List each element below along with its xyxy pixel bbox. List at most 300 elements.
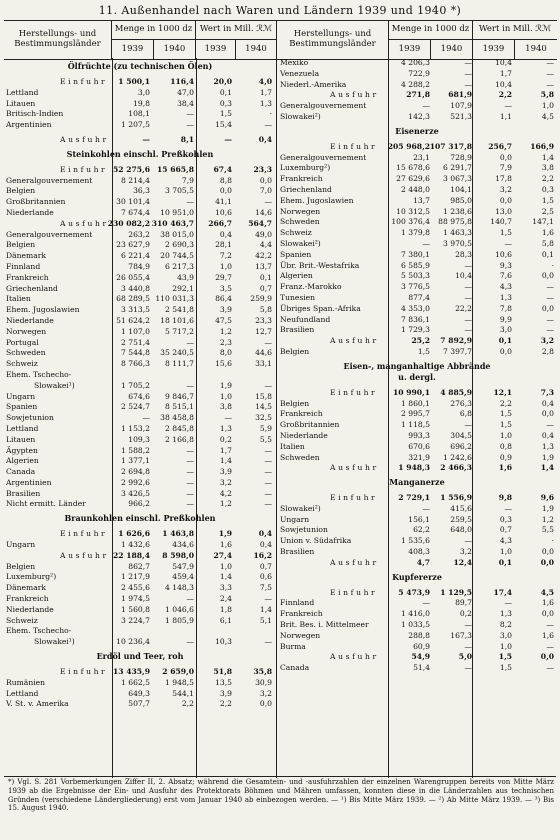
row-label: Franz.-Marokko [280, 282, 342, 292]
qty-1940: 2 690,3 [165, 240, 194, 250]
value-1939: 1,3 [499, 292, 512, 302]
qty-1939: 109,3 [128, 434, 150, 444]
qty-1940: 696,2 [450, 441, 472, 451]
row-label: Einfuhr [60, 529, 108, 539]
qty-year-1940: 1940 [431, 40, 473, 59]
table-row [4, 88, 276, 99]
qty-1940: 89,7 [455, 598, 472, 608]
value-1940: — [546, 641, 554, 651]
value-1940: 13,7 [255, 261, 272, 271]
value-1939: 2,4 [219, 594, 232, 604]
table-row [4, 240, 276, 251]
value-1939: 0,1 [219, 87, 232, 97]
table-header-right [276, 20, 557, 60]
table-row [278, 163, 556, 174]
value-1940: 5,8 [540, 90, 554, 100]
value-1939: 6,1 [219, 615, 232, 625]
qty-1940: 7 397,7 [443, 346, 472, 356]
value-1939: 1,5 [498, 652, 512, 662]
table-row [4, 208, 276, 219]
row-label: Belgien [6, 561, 36, 571]
qty-1939: 4 288,2 [401, 79, 430, 89]
flow-total-row [278, 463, 556, 474]
row-label: Generalgouvernement [280, 101, 367, 111]
qty-1940: 116,4 [170, 77, 194, 86]
flow-total-row [278, 90, 556, 101]
row-label: Belgien [6, 186, 36, 196]
row-label: Ausfuhr [330, 652, 379, 662]
row-label: Finnland [280, 598, 315, 608]
value-1940: 1,6 [541, 630, 554, 640]
table-row [4, 456, 276, 467]
qty-1940: 6 217,3 [165, 261, 194, 271]
value-1940: 23,3 [255, 315, 272, 325]
value-1939: 0,3 [499, 514, 512, 524]
qty-year-1939: 1939 [112, 40, 154, 59]
value-1939: 3,5 [219, 283, 232, 293]
value-1940: — [546, 292, 554, 302]
row-label: Slowakei²) [280, 238, 321, 248]
qty-1939: 100 376,4 [391, 217, 430, 227]
value-1939: 1,5 [499, 228, 512, 238]
row-label: Übr. Brit.-Westafrika [280, 260, 360, 270]
table-row [4, 678, 276, 689]
value-1940: 4,5 [541, 111, 554, 121]
value-1939: 1,2 [219, 326, 232, 336]
value-1939: 2,3 [219, 337, 232, 347]
qty-1939: 966,2 [128, 499, 150, 509]
row-label: Litauen [6, 98, 36, 108]
table-row [4, 562, 276, 573]
row-label: Einfuhr [330, 141, 378, 151]
value-1939: 4,3 [499, 536, 512, 546]
table-row [278, 112, 556, 123]
value-1939: 1,5 [499, 420, 512, 430]
row-label: Brasilien [280, 325, 315, 335]
row-label: Frankreich [6, 272, 49, 282]
row-label: Mexiko [280, 58, 309, 67]
value-1939: 10,6 [215, 207, 232, 217]
flow-total-row [4, 77, 276, 88]
qty-1939: 108,1 [128, 109, 150, 119]
row-label: Britisch-Indien [6, 109, 64, 119]
value-1939: — [504, 503, 512, 513]
value-1940: 1,9 [541, 452, 554, 462]
table-row [278, 261, 556, 272]
qty-1940: — [464, 260, 472, 270]
row-label: Einfuhr [60, 77, 108, 86]
table-left [4, 58, 276, 710]
table-row [4, 594, 276, 605]
row-label: Ausfuhr [330, 557, 379, 567]
row-label: Einfuhr [60, 164, 108, 174]
qty-1940: 20 744,5 [160, 251, 194, 261]
row-label: Finnland [6, 261, 41, 271]
value-1940: · [551, 536, 554, 546]
table-row [4, 273, 276, 284]
table-row [278, 442, 556, 453]
qty-1940: 167,3 [450, 630, 472, 640]
value-1939: 0,0 [219, 186, 232, 196]
qty-1939: 4 353,0 [401, 303, 430, 313]
row-label: Italien [280, 441, 305, 451]
value-1939: 1,6 [498, 463, 512, 473]
qty-1939: 13,7 [413, 195, 430, 205]
qty-1940: 110 031,3 [155, 294, 194, 304]
qty-1940: 2 541,8 [165, 305, 194, 315]
qty-1939: — [142, 413, 150, 423]
value-1939: 1,1 [499, 111, 512, 121]
qty-1940: 728,9 [450, 152, 472, 162]
qty-1939: — [422, 238, 430, 248]
row-label: Generalgouvernement [280, 152, 367, 162]
flow-total-row [278, 588, 556, 599]
qty-header: Menge in 1000 dz [112, 21, 196, 40]
qty-1939: — [422, 101, 430, 111]
section-heading: Manganerze [389, 477, 445, 488]
country-header: Herstellungs- und Bestimmungsländer [277, 21, 389, 59]
flow-total-row [4, 219, 276, 230]
value-1939: 0,1 [498, 557, 512, 567]
value-header: Wert in Mill. ℛℳ [196, 21, 276, 40]
qty-1940: 28,3 [455, 249, 472, 259]
row-label: Schweiz [280, 228, 312, 238]
table-row [278, 620, 556, 631]
value-1940: 7,3 [540, 387, 554, 397]
qty-1940: 2,2 [181, 699, 194, 709]
table-row [4, 359, 276, 370]
table-row [4, 284, 276, 295]
row-label: Venezuela [280, 68, 320, 78]
value-1939: 266,7 [208, 218, 232, 228]
qty-1939: 1 379,8 [401, 228, 430, 238]
table-row [4, 605, 276, 616]
row-label: Ehem. Tschecho- [6, 369, 72, 379]
qty-1939: 26 055,4 [116, 272, 150, 282]
row-label: Luxemburg²) [6, 572, 57, 582]
table-row [278, 325, 556, 336]
table-right [278, 58, 556, 674]
table-row [278, 453, 556, 464]
value-1939: 1,5 [219, 109, 232, 119]
value-1940: 147,1 [532, 217, 554, 227]
qty-1939: 51 624,2 [116, 315, 150, 325]
value-1939: 3,8 [219, 402, 232, 412]
qty-1939: 19,8 [133, 98, 150, 108]
table-row [278, 293, 556, 304]
table-row [278, 271, 556, 282]
value-1940: 0,3 [541, 184, 554, 194]
qty-1940: 681,9 [448, 90, 472, 100]
qty-1940: 107 317,8 [429, 141, 472, 151]
table-row [278, 304, 556, 315]
qty-1939: 321,9 [408, 452, 430, 462]
flow-total-row [4, 135, 276, 146]
qty-1940: 459,4 [172, 572, 194, 582]
qty-1939: — [142, 134, 150, 144]
table-row [278, 663, 556, 674]
qty-1939: 3 224,7 [121, 615, 150, 625]
table-row [4, 446, 276, 457]
row-label: Griechenland [6, 283, 58, 293]
row-label: Slowakei²) [280, 111, 321, 121]
table-row [278, 196, 556, 207]
qty-1939: 877,4 [408, 292, 430, 302]
qty-1940: 5 717,2 [165, 326, 194, 336]
qty-1940: 0,2 [459, 609, 472, 619]
value-1940: 4,5 [540, 587, 554, 597]
qty-1940: — [186, 445, 194, 455]
row-label: Ehem. Jugoslawien [6, 305, 80, 315]
value-1939: 3,3 [219, 583, 232, 593]
qty-1939: 205 968,2 [387, 141, 430, 151]
qty-1940: 7,9 [181, 175, 194, 185]
row-label: Brasilien [6, 488, 41, 498]
qty-1940: 1 556,9 [440, 493, 472, 503]
row-label: Spanien [6, 402, 38, 412]
flow-total-row [278, 142, 556, 153]
value-1939: — [224, 134, 232, 144]
table-row [4, 424, 276, 435]
flow-total-row [278, 493, 556, 504]
qty-1939: 4,7 [416, 557, 430, 567]
qty-1939: 62,2 [413, 525, 430, 535]
qty-1940: 1 242,6 [443, 452, 472, 462]
qty-1940: 2 466,3 [440, 463, 472, 473]
qty-1939: 10 236,4 [116, 637, 150, 647]
qty-1940: 310 463,7 [151, 218, 194, 228]
row-label: Belgien [6, 240, 36, 250]
value-1939: 0,0 [499, 152, 512, 162]
value-1939: 1,3 [219, 423, 232, 433]
qty-1940: 1 463,8 [162, 529, 194, 539]
table-row [4, 327, 276, 338]
qty-1939: 2 694,8 [121, 467, 150, 477]
value-1939: 1,6 [219, 540, 232, 550]
flow-total-row [4, 667, 276, 678]
value-1940: 4,0 [258, 77, 272, 86]
qty-1939: 15 678,6 [396, 163, 430, 173]
qty-1939: 4 206,3 [401, 58, 430, 67]
row-label: Lettland [6, 87, 39, 97]
value-1940: 14,5 [255, 402, 272, 412]
value-1939: 28,1 [215, 240, 232, 250]
qty-1940: 4 885,9 [440, 387, 472, 397]
qty-1940: 38,4 [177, 98, 194, 108]
value-1940: 1,9 [541, 503, 554, 513]
value-1939: 9,8 [498, 493, 512, 503]
qty-1940: 3 067,3 [443, 174, 472, 184]
qty-1940: — [186, 337, 194, 347]
row-label: Niederlande [6, 604, 54, 614]
table-row [278, 174, 556, 185]
qty-1940: 8 598,0 [162, 550, 194, 560]
row-label: Ehem. Jugoslawien [280, 195, 354, 205]
value-1939: 1,5 [499, 663, 512, 673]
qty-1940: — [464, 282, 472, 292]
qty-1939: 674,6 [128, 391, 150, 401]
value-1940: 5,1 [259, 615, 272, 625]
value-1940: — [546, 79, 554, 89]
table-header-left [4, 20, 276, 60]
qty-1939: 142,3 [408, 111, 430, 121]
value-1939: 1,7 [499, 68, 512, 78]
value-1940: 0,0 [259, 175, 272, 185]
row-label: Großbritannien [280, 420, 340, 430]
qty-1939: 1 432,6 [121, 540, 150, 550]
qty-1939: 2 995,7 [401, 409, 430, 419]
qty-year-1939: 1939 [389, 40, 431, 59]
value-1940: 3,8 [541, 163, 554, 173]
qty-1939: 2 524,7 [121, 402, 150, 412]
value-1940: 4,4 [259, 240, 272, 250]
table-row [278, 631, 556, 642]
value-1939: 0,0 [499, 195, 512, 205]
qty-1940: 35 240,5 [160, 348, 194, 358]
qty-1940: 38 015,0 [160, 229, 194, 239]
table-row [4, 348, 276, 359]
value-1940: — [546, 420, 554, 430]
row-label: Nicht ermitt. Länder [6, 499, 86, 509]
value-1940: 1,7 [259, 87, 272, 97]
qty-1939: 10 312,5 [396, 206, 430, 216]
value-1939: 10,4 [495, 58, 512, 67]
table-row [4, 316, 276, 327]
value-1940: · [551, 260, 554, 270]
qty-1939: 670,6 [408, 441, 430, 451]
value-1939: 1,2 [219, 499, 232, 509]
qty-1939: 30 101,4 [116, 197, 150, 207]
qty-1939: 1 217,9 [121, 572, 150, 582]
value-1940: — [546, 663, 554, 673]
qty-1940: — [186, 120, 194, 130]
value-1939: 10,6 [495, 249, 512, 259]
value-1939: 1,4 [219, 572, 232, 582]
table-row [4, 583, 276, 594]
qty-1940: — [464, 536, 472, 546]
value-1940: 9,6 [540, 493, 554, 503]
table-row [4, 499, 276, 510]
qty-1939: 2 992,6 [121, 477, 150, 487]
footnote-rule [4, 776, 556, 777]
value-1939: 13,0 [495, 206, 512, 216]
value-1940: — [264, 477, 272, 487]
value-1940: 259,9 [250, 294, 272, 304]
value-1940: 5,5 [259, 434, 272, 444]
value-1939: 1,9 [218, 529, 232, 539]
qty-1939: 1 500,1 [118, 77, 150, 86]
value-1939: 51,8 [213, 667, 232, 677]
qty-1939: 2 729,1 [398, 493, 430, 503]
row-label: Einfuhr [60, 667, 108, 677]
value-1940: — [264, 337, 272, 347]
table-row [4, 540, 276, 551]
page-title: 11. Außenhandel nach Waren und Ländern 1939 und 1940 *) [98, 4, 462, 17]
qty-1939: 1 662,5 [121, 677, 150, 687]
row-label: Einfuhr [330, 587, 378, 597]
value-1940: 49,0 [255, 229, 272, 239]
value-1940: 1,3 [259, 98, 272, 108]
qty-1940: 7 892,9 [440, 336, 472, 346]
qty-1940: 10,4 [455, 271, 472, 281]
flow-total-row [4, 529, 276, 540]
value-1940: 33,1 [255, 359, 272, 369]
value-1939: 0,0 [499, 346, 512, 356]
value-1940: 5,5 [541, 525, 554, 535]
table-row [278, 598, 556, 609]
qty-1940: 22,2 [455, 303, 472, 313]
table-row [278, 217, 556, 228]
row-label: Sowjetunion [280, 525, 328, 535]
row-label: Tunesien [280, 292, 316, 302]
value-1940: 1,6 [541, 598, 554, 608]
table-row [4, 338, 276, 349]
row-label: Einfuhr [330, 493, 378, 503]
qty-1939: 3 440,8 [121, 283, 150, 293]
qty-1940: 1 805,9 [165, 615, 194, 625]
flow-total-row [278, 652, 556, 663]
row-label-continued: Slowakei¹) [34, 380, 75, 390]
value-1939: 2,2 [499, 398, 512, 408]
row-label: Slowakei²) [280, 503, 321, 513]
qty-1939: 993,3 [408, 430, 430, 440]
qty-1939: 2 448,0 [401, 184, 430, 194]
table-row [278, 347, 556, 358]
table-row [278, 547, 556, 558]
value-1939: 8,0 [219, 348, 232, 358]
section-heading: Eisenerze [395, 125, 439, 136]
value-1939: 1,0 [219, 561, 232, 571]
value-1940: 0,6 [259, 572, 272, 582]
row-label: Frankreich [6, 594, 49, 604]
table-row [4, 402, 276, 413]
flow-total-row [4, 165, 276, 176]
value-1940: 564,7 [248, 218, 272, 228]
qty-1940: 8 111,7 [165, 359, 194, 369]
value-1939: 1,0 [219, 391, 232, 401]
row-label: Norwegen [6, 326, 47, 336]
row-label: Algerien [6, 456, 39, 466]
value-1940: 1,3 [541, 441, 554, 451]
qty-1939: 1 560,8 [121, 604, 150, 614]
qty-1939: 784,9 [128, 261, 150, 271]
qty-1939: 156,1 [408, 514, 430, 524]
row-label: Dänemark [6, 251, 46, 261]
qty-1939: 8 766,3 [121, 359, 150, 369]
qty-1940: 6,8 [459, 409, 472, 419]
value-1940: — [264, 499, 272, 509]
row-label: Ausfuhr [330, 90, 379, 100]
row-label: Generalgouvernement [6, 229, 93, 239]
value-1940: 15,8 [255, 391, 272, 401]
qty-1939: 1 033,5 [401, 620, 430, 630]
value-1939: 7,6 [499, 271, 512, 281]
row-label: Ungarn [6, 391, 36, 401]
value-1939: 0,3 [219, 98, 232, 108]
row-label: Litauen [6, 434, 36, 444]
section-heading: Eisen-, manganhaltige Abbrände [343, 360, 491, 371]
row-label: Einfuhr [330, 387, 378, 397]
table-row [4, 370, 276, 392]
flow-total-row [278, 558, 556, 569]
qty-1940: 1 238,6 [443, 206, 472, 216]
qty-1940: 3 970,5 [443, 238, 472, 248]
row-label: Argentinien [6, 120, 52, 130]
value-1940: 30,9 [255, 677, 272, 687]
row-label: Canada [6, 467, 36, 477]
value-1939: 256,7 [488, 141, 512, 151]
row-label: Norwegen [280, 206, 321, 216]
